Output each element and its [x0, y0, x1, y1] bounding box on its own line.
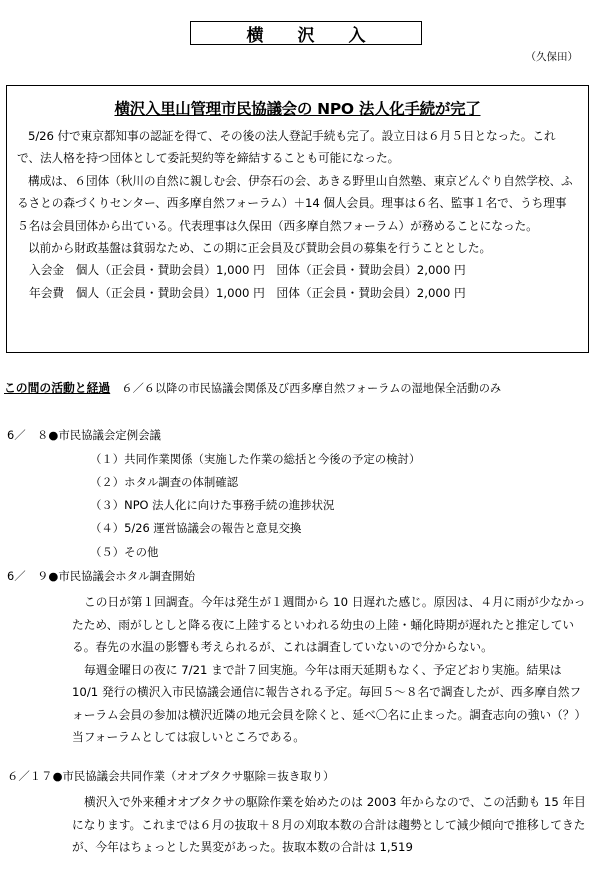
- notice-paragraph-2: 構成は、６団体（秋川の自然に親しむ会、伊奈石の会、あきる野里山自然塾、東京どんぐり自然学校、ふるさとの森づくりセンター、西多摩自然フォーラム）＋14 個人会員。理事は６名、監事１名で、うち理事５名は会員団体から出ている。代表理事は久保田（西多摩自然フォーラム）が務めることになった。: [17, 173, 573, 233]
- notice-paragraph-3: 以前から財政基盤は貧弱なため、この期に正会員及び賛助会員の募集を行うこととした。: [28, 241, 492, 256]
- activities-subheading: ６／６以降の市民協議会関係及び西多摩自然フォーラムの湿地保全活動のみ: [110, 382, 502, 395]
- entry-paragraph: 横沢入で外来種オオブタクサの駆除作業を始めたのは 2003 年からなので、この活動も 15 年目になります。これまでは６月の抜取＋８月の刈取本数の合計は趨勢として減少傾向で推移してきたが、今年はちょっとした異変があった。抜取本数の合計は 1,519: [72, 795, 586, 854]
- entry-date-heading: ６／１７●市民協議会共同作業（オオブタクサ駆除＝抜き取り）: [7, 769, 335, 783]
- notice-paragraph-1: 5/26 付で東京都知事の認証を得て、その後の法人登記手続も完了。設立日は６月５日となった。これで、法人格を持つ団体として委託契約等を締結することも可能になった。: [17, 129, 556, 166]
- notice-title: 横沢入里山管理市民協議会の NPO 法人化手続が完了: [114, 100, 481, 118]
- list-item: （５）その他: [90, 545, 159, 559]
- annual-fee-entry: 年会費 個人（正会員・賛助会員）1,000 円 団体（正会員・賛助会員）2,000 円: [29, 285, 466, 300]
- entry-paragraph: この日が第１回調査。今年は発生が１週間から 10 日遅れた感じ。原因は、４月に雨が少なかったため、雨がしとしと降る夜に上陸するといわれる幼虫の上陸・蛹化時期が遅れたと推定している。春先の水温の影響も考えられるが、これは調査していないので分からない。: [72, 595, 586, 654]
- document-title: 横 沢 入: [190, 21, 422, 45]
- list-item: （２）ホタル調査の体制確認: [90, 475, 239, 489]
- activities-section-heading: [4, 379, 501, 396]
- entry-date-heading: 6／ ８●市民協議会定例会議: [7, 428, 161, 442]
- list-item: （４）5/26 運営協議会の報告と意見交換: [90, 521, 302, 535]
- entry-paragraph: 毎週金曜日の夜に 7/21 まで計７回実施。今年は雨天延期もなく、予定どおり実施。結果は 10/1 発行の横沢入市民協議会通信に報告される予定。毎回５～８名で調査したが、西多摩自然フォーラム会員の参加は横沢近隣の地元会員を除くと、延べ〇名に止まった。調査志向の強い（？）当フォーラムとしては寂しいところである。: [72, 662, 587, 744]
- author-name: （久保田）: [525, 51, 578, 63]
- entry-body: [72, 591, 590, 749]
- entry-date-heading: 6／ ９●市民協議会ホタル調査開始: [7, 569, 196, 583]
- notice-box: [6, 85, 589, 353]
- list-item: （１）共同作業関係（実施した作業の総括と今後の予定の検討）: [90, 452, 421, 466]
- activities-heading: この間の活動と経過: [4, 381, 111, 395]
- entry-body: [72, 791, 590, 859]
- list-item: （３）NPO 法人化に向けた事務手続の進捗状況: [90, 498, 335, 512]
- membership-fee-entry: 入会金 個人（正会員・賛助会員）1,000 円 団体（正会員・賛助会員）2,000 円: [29, 263, 466, 278]
